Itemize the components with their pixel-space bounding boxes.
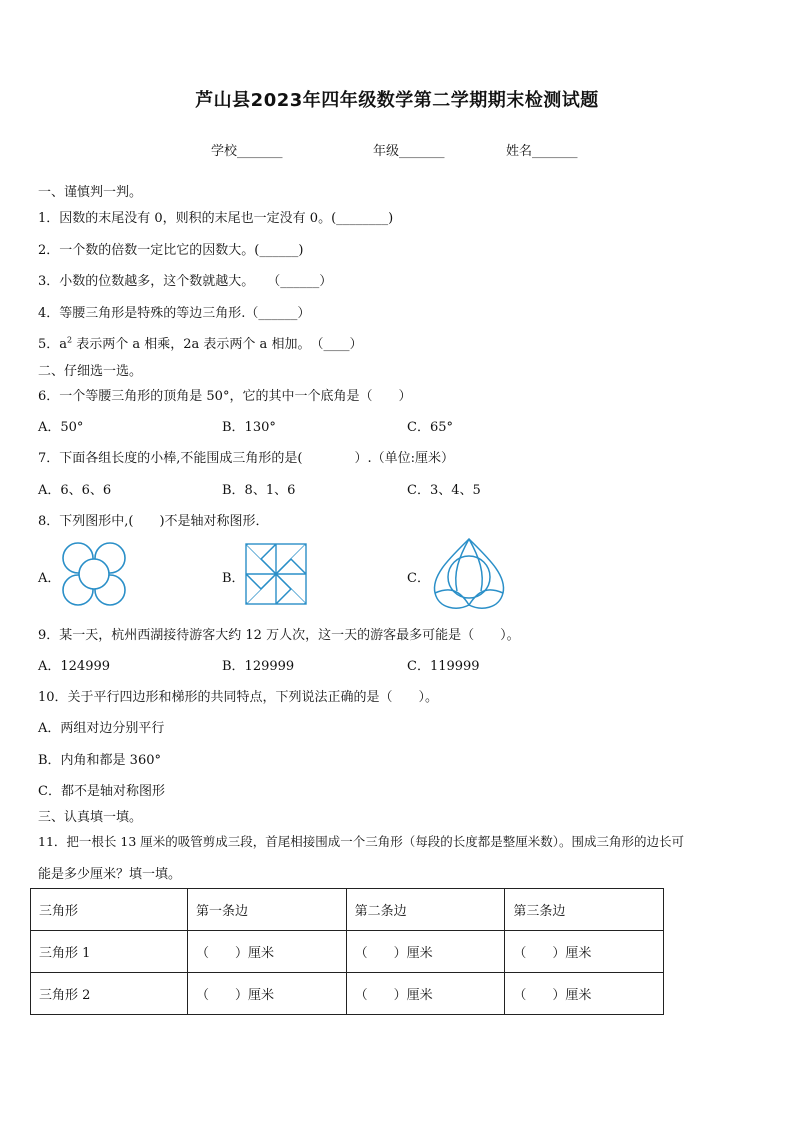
question-5-exponent: 2 [67,335,73,345]
table-header-cell: 第一条边 [188,889,347,931]
question-10-option-b: B．内角和都是 360° [38,753,161,768]
triangle-sides-table [30,888,664,1015]
section-2-heading: 二、仔细选一选。 [38,364,143,379]
question-10-option-a: A．两组对边分别平行 [38,721,165,736]
table-cell: 三角形 1 [31,931,188,973]
table-header-cell: 第二条边 [346,889,505,931]
question-7: 7．下面各组长度的小棒,不能围成三角形的是( ）.（单位:厘米） [38,451,454,466]
question-5 [38,333,362,352]
school-field: 学校_______ [211,144,283,159]
table-cell: （ ）厘米 [188,973,347,1015]
table-row [31,973,664,1015]
question-11-line-1: 11．把一根长 13 厘米的吸管剪成三段，首尾相接围成一个三角形（每段的长度都是整厘米数）。围成三角形的边长可 [38,834,685,849]
question-11-line-2: 能是多少厘米？填一填。 [38,867,182,882]
table-cell: （ ）厘米 [346,973,505,1015]
question-3: 3．小数的位数越多，这个数就越大。 （______） [38,274,333,289]
question-5-rest: 表示两个 a 相乘，2a 表示两个 a 相加。 （____） [72,337,363,352]
question-5-prefix: 5．a [38,337,68,352]
table-header-cell: 第三条边 [505,889,664,931]
question-6-option-a: A．50° [38,420,84,435]
table-cell: 三角形 2 [31,973,188,1015]
question-6: 6．一个等腰三角形的顶角是 50°，它的其中一个底角是（ ） [38,389,412,404]
section-3-heading: 三、认真填一填。 [38,810,143,825]
page-title: 芦山县2023年四年级数学第二学期期末检测试题 [195,90,599,111]
question-8-option-c: C． [407,571,430,586]
question-9: 9．某一天，杭州西湖接待游客大约 12 万人次，这一天的游客最多可能是（ ）。 [38,628,520,643]
table-cell: （ ）厘米 [505,973,664,1015]
question-7-option-a: A．6、6、6 [38,483,112,498]
question-4: 4．等腰三角形是特殊的等边三角形.（______） [38,306,311,321]
four-circle-flower-figure [58,541,130,607]
question-6-option-c: C．65° [407,420,453,435]
name-field: 姓名_______ [506,144,578,159]
question-10-option-c: C．都不是轴对称图形 [38,784,165,799]
question-7-option-b: B．8、1、6 [222,483,296,498]
section-1-heading: 一、谨慎判一判。 [38,185,143,200]
question-9-option-a: A．124999 [38,659,111,674]
question-6-option-b: B．130° [222,420,276,435]
pinwheel-figure [245,543,307,605]
overlapping-circles-figure [429,537,509,613]
table-header-cell: 三角形 [31,889,188,931]
table-cell: （ ）厘米 [346,931,505,973]
table-cell: （ ）厘米 [505,931,664,973]
question-9-option-c: C．119999 [407,659,480,674]
question-8-option-b: B． [222,571,245,586]
question-8-option-a: A． [38,571,61,586]
table-cell: （ ）厘米 [188,931,347,973]
question-1: 1．因数的末尾没有 0，则积的末尾也一定没有 0。(________) [38,211,394,226]
table-row [31,931,664,973]
question-8: 8．下列图形中,( )不是轴对称图形． [38,514,269,529]
question-2: 2．一个数的倍数一定比它的因数大。(______) [38,243,304,258]
grade-field: 年级_______ [373,144,445,159]
question-9-option-b: B．129999 [222,659,295,674]
question-7-option-c: C．3、4、5 [407,483,481,498]
table-header-row [31,889,664,931]
question-10: 10．关于平行四边形和梯形的共同特点，下列说法正确的是（ ）。 [38,690,439,705]
